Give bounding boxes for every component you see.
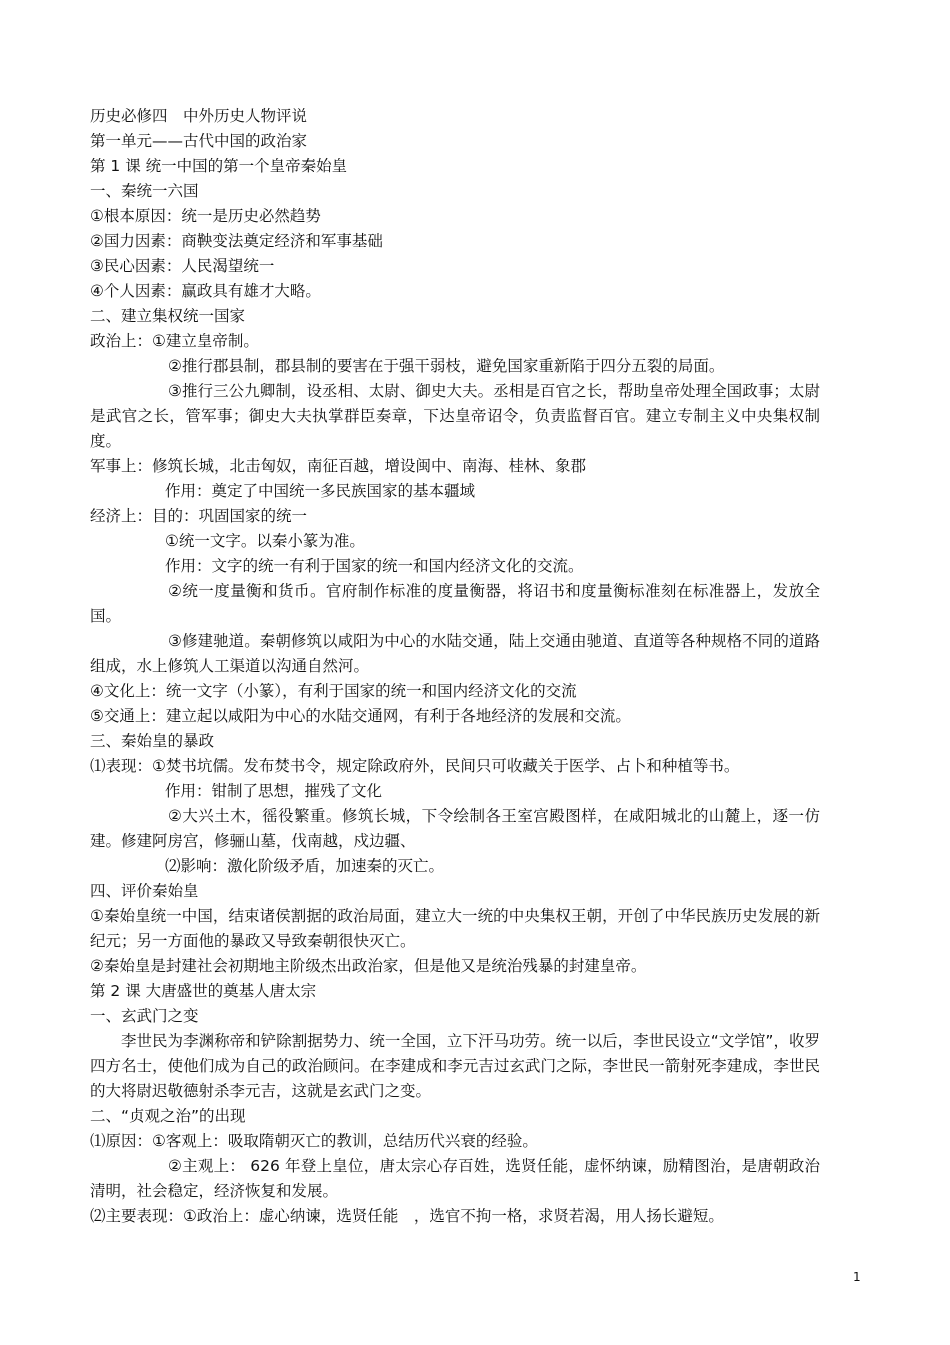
section-heading: 二、建立集权统一国家 xyxy=(90,307,246,325)
text-line: ④文化上：统一文字（小篆），有利于国家的统一和国内经济文化的交流 xyxy=(90,682,577,700)
section-heading: 一、秦统一六国 xyxy=(90,182,199,200)
text-line: ③民心因素：人民渴望统一 xyxy=(90,257,275,275)
text-line: 政治上：①建立皇帝制。 xyxy=(90,332,259,350)
lesson-2-title: 第 2 课 大唐盛世的奠基人唐太宗 xyxy=(90,982,317,1000)
text-line: ⑵影响：激化阶级矛盾，加速秦的灭亡。 xyxy=(165,857,445,875)
page-number: 1 xyxy=(853,1270,861,1284)
text-line: 经济上：目的：巩固国家的统一 xyxy=(90,507,308,525)
paragraph: 李世民为李渊称帝和铲除割据势力、统一全国，立下汗马功劳。统一以后，李世民设立“文学馆”，收罗四方名士，使他们成为自己的政治顾问。在李建成和李元吉过玄武门之际，李世民一箭射死李建成，李世民的大将尉迟敬德射杀李元吉，这就是玄武门之变。 xyxy=(90,1032,820,1100)
paragraph: ①秦始皇统一中国，结束诸侯割据的政治局面，建立大一统的中央集权王朝，开创了中华民族历史发展的新纪元；另一方面他的暴政又导致秦朝很快灭亡。 xyxy=(90,907,820,950)
text-line: ⑴原因：①客观上：吸取隋朝灭亡的教训，总结历代兴衰的经验。 xyxy=(90,1132,538,1150)
section-heading: 三、秦始皇的暴政 xyxy=(90,732,215,750)
paragraph: ③修建驰道。秦朝修筑以咸阳为中心的水陆交通，陆上交通由驰道、直道等各种规格不同的道路组成，水上修筑人工渠道以沟通自然河。 xyxy=(90,632,820,675)
book-title: 历史必修四 中外历史人物评说 xyxy=(90,107,308,125)
document-body xyxy=(90,104,820,1229)
text-line: ①根本原因：统一是历史必然趋势 xyxy=(90,207,321,225)
text-line: 作用：钳制了思想，摧残了文化 xyxy=(165,782,383,800)
section-heading: 二、“贞观之治”的出现 xyxy=(90,1107,246,1125)
text-line: 军事上：修筑长城，北击匈奴，南征百越，增设闽中、南海、桂林、象郡 xyxy=(90,457,587,475)
paragraph: ②大兴土木，徭役繁重。修筑长城，下令绘制各王室宫殿图样，在咸阳城北的山麓上，逐一仿建。修建阿房宫，修骊山墓，伐南越，戍边疆、 xyxy=(90,807,820,850)
text-line: ②秦始皇是封建社会初期地主阶级杰出政治家，但是他又是统治残暴的封建皇帝。 xyxy=(90,957,647,975)
paragraph: ②推行郡县制，郡县制的要害在于强干弱枝，避免国家重新陷于四分五裂的局面。 xyxy=(168,357,725,375)
text-line: ⑵主要表现：①政治上：虚心纳谏，选贤任能 ，选官不拘一格，求贤若渴，用人扬长避短。 xyxy=(90,1207,724,1225)
paragraph: ②统一度量衡和货币。官府制作标准的度量衡器，将诏书和度量衡标准刻在标准器上，发放全国。 xyxy=(90,582,820,625)
section-heading: 四、评价秦始皇 xyxy=(90,882,199,900)
paragraph: ③推行三公九卿制，设丞相、太尉、御史大夫。丞相是百官之长，帮助皇帝处理全国政事；太尉是武官之长，管军事；御史大夫执掌群臣奏章，下达皇帝诏令，负责监督百官。建立专制主义中央集权制度。 xyxy=(90,382,820,450)
text-line: ⑤交通上：建立起以咸阳为中心的水陆交通网，有利于各地经济的发展和交流。 xyxy=(90,707,631,725)
text-line: ①统一文字。以秦小篆为准。 xyxy=(165,532,365,550)
text-line: 作用：文字的统一有利于国家的统一和国内经济文化的交流。 xyxy=(165,557,584,575)
text-line: ④个人因素：赢政具有雄才大略。 xyxy=(90,282,321,300)
section-heading: 一、玄武门之变 xyxy=(90,1007,199,1025)
text-line: ②国力因素：商鞅变法奠定经济和军事基础 xyxy=(90,232,383,250)
lesson-1-title: 第 1 课 统一中国的第一个皇帝秦始皇 xyxy=(90,157,348,175)
paragraph: ⑴表现：①焚书坑儒。发布焚书令，规定除政府外，民间只可收藏关于医学、占卜和种植等书。 xyxy=(90,757,740,775)
text-line: 作用：奠定了中国统一多民族国家的基本疆域 xyxy=(165,482,476,500)
paragraph: ②主观上： 626 年登上皇位，唐太宗心存百姓，选贤任能，虚怀纳谏，励精图治，是唐朝政治清明，社会稳定，经济恢复和发展。 xyxy=(90,1157,820,1200)
unit-title: 第一单元——古代中国的政治家 xyxy=(90,132,308,150)
